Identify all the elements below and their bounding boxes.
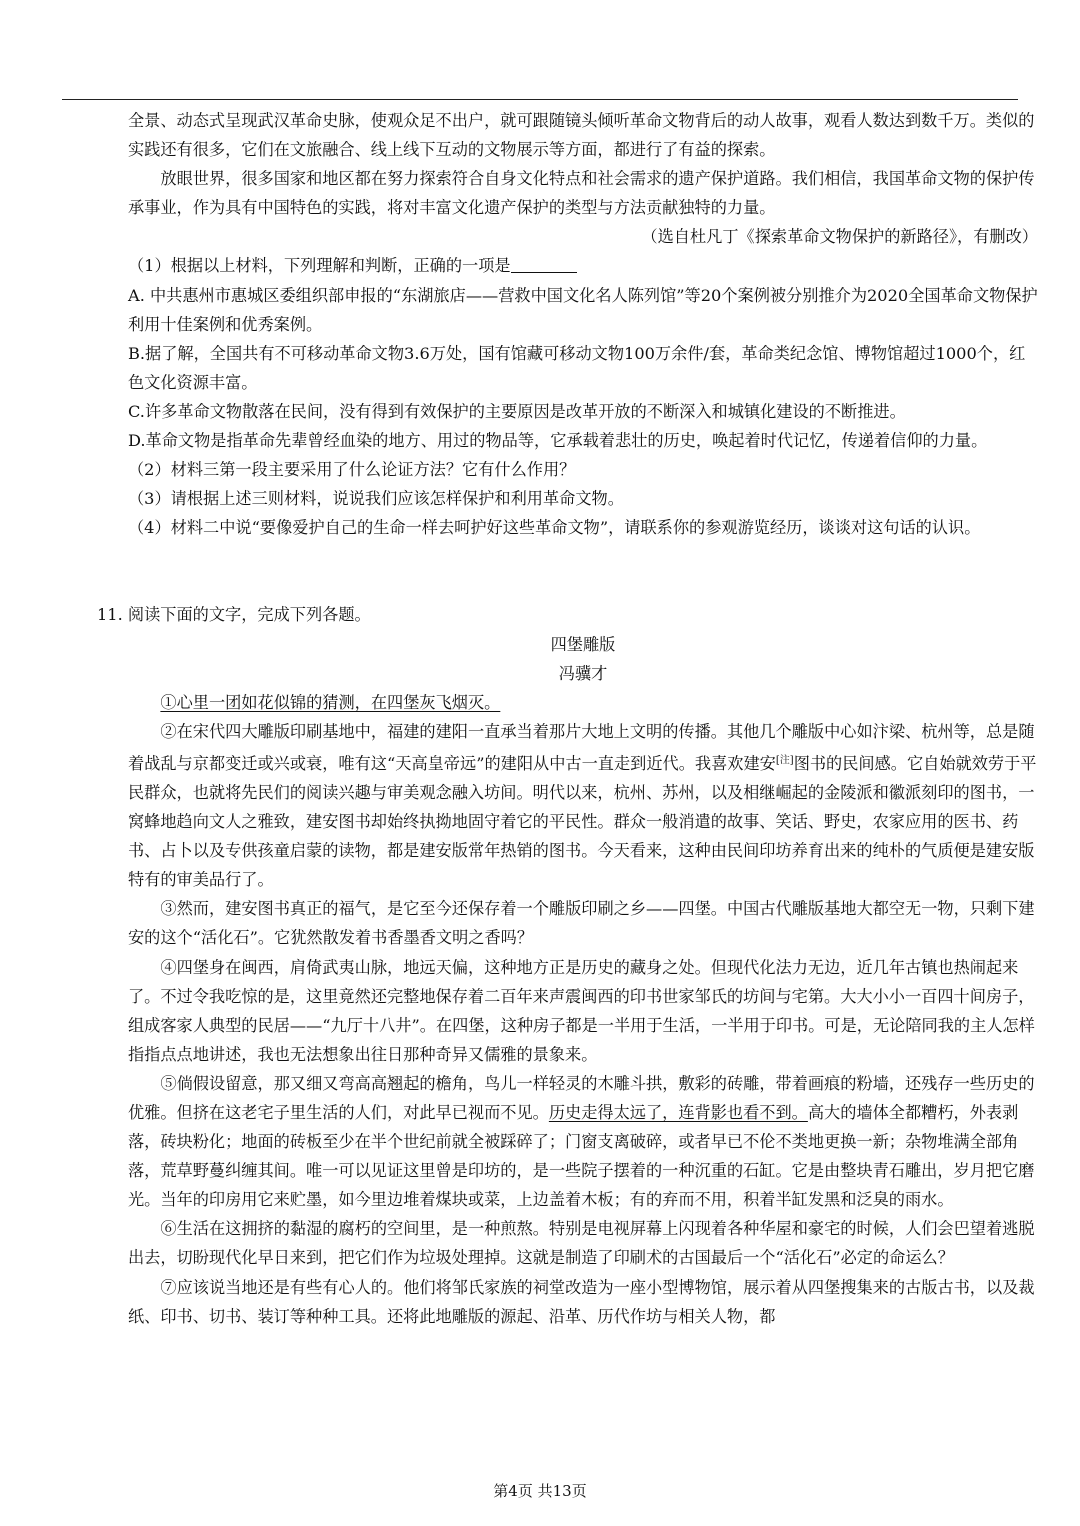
option-a: A. 中共惠州市惠城区委组织部申报的“东湖旅店——营救中国文化名人陈列馆”等20个案例被分别推介为2020全国革命文物保护利用十佳案例和优秀案例。	[128, 285, 1038, 334]
option-c: C.许多革命文物散落在民间，没有得到有效保护的主要原因是改革开放的不断深入和城镇化建设的不断推进。	[128, 401, 906, 421]
footnote-marker: [注]	[775, 754, 794, 766]
question-1-stem: （1）根据以上材料，下列理解和判断，正确的一项是	[128, 256, 511, 276]
article-title: 四堡雕版	[550, 634, 616, 654]
material-paragraph: 全景、动态式呈现武汉革命史脉，使观众足不出户，就可跟随镜头倾听革命文物背后的动人故事，观看人数达到数千万。类似的实践还有很多，它们在文旅融合、线上线下互动的文物展示等方面，都进行了有益的探索。	[128, 111, 1035, 160]
source-citation: （选自杜凡丁《探索革命文物保护的新路径》，有删改）	[641, 227, 1038, 247]
question-1	[128, 251, 1038, 280]
article-author: 冯骥才	[558, 663, 608, 683]
article-paragraph-5: ⑤倘假设留意，那又细又弯高高翘起的檐角，鸟儿一样轻灵的木雕斗拱，敷彩的砖雕，带着画痕的粉墙，还残存一些历史的优雅。但挤在这老宅子里生活的人们，对此早已视而不见。历史走得太远了，连背影也看不到。高大的墙体全都糟朽，外表剥落，砖块粉化；地面的砖板至少在半个世纪前就全被踩碎了；门窗支离破碎，或者早已不伦不类地更换一新；杂物堆满全部角落，荒草野蔓纠缠其间。唯一可以见证这里曾是印坊的，是一些院子摆着的一种沉重的石缸。它是由整块青石雕出，岁月把它磨光。当年的印房用它来贮墨，如今里边堆着煤块或菜，上边盖着木板；有的弃而不用，积着半缸发黑和泛臭的雨水。	[128, 1073, 1035, 1210]
article-paragraph-1	[128, 688, 1038, 717]
page-footer: 第4页 共13页	[493, 1482, 587, 1500]
article-paragraph-7: ⑦应该说当地还是有些有心人的。他们将邹氏家族的祠堂改造为一座小型博物馆，展示着从四堡搜集来的古版古书，以及裁纸、印书、切书、装订等种种工具。还将此地雕版的源起、沿革、历代作坊与相关人物，都	[128, 1277, 1035, 1326]
header-rule	[62, 99, 1018, 100]
question-2: （2）材料三第一段主要采用了什么论证方法？它有什么作用？	[128, 460, 576, 480]
page-content	[97, 106, 1038, 1331]
question-3: （3）请根据上述三则材料，说说我们应该怎样保护和利用革命文物。	[128, 489, 624, 509]
underlined-sentence: 历史走得太远了，连背影也看不到。	[548, 1103, 808, 1122]
section-gap	[128, 542, 1038, 600]
option-b: B.据了解，全国共有不可移动革命文物3.6万处，国有馆藏可移动文物100万余件/套，革命类纪念馆、博物馆超过1000个，红色文化资源丰富。	[128, 343, 1026, 392]
article-paragraph-4: ④四堡身在闽西，肩倚武夷山脉，地远天偏，这种地方正是历史的藏身之处。但现代化法力无边，近几年古镇也热闹起来了。不过令我吃惊的是，这里竟然还完整地保存着二百年来声震闽西的印书世家邹氏的坊间与宅第。大大小小一百四十间房子，组成客家人典型的民居——“九厅十八井”。在四堡，这种房子都是一半用于生活，一半用于印书。可是，无论陪同我的主人怎样指指点点地讲述，我也无法想象出往日那种奇异又儒雅的景象来。	[128, 957, 1035, 1064]
article-paragraph-6: ⑥生活在这拥挤的黏湿的腐朽的空间里，是一种煎熬。特别是电视屏幕上闪现着各种华屋和豪宅的时候，人们会巴望着逃脱出去，切盼现代化早日来到，把它们作为垃圾处理掉。这就是制造了印刷术的古国最后一个“活化石”必定的命运么？	[128, 1219, 1035, 1268]
underlined-sentence: ①心里一团如花似锦的猜测，在四堡灰飞烟灭。	[160, 692, 501, 712]
option-d: D.革命文物是指革命先辈曾经血染的地方、用过的物品等，它承载着悲壮的历史，唤起着时代记忆，传递着信仰的力量。	[128, 431, 988, 451]
article-paragraph-3: ③然而，建安图书真正的福气，是它至今还保存着一个雕版印刷之乡——四堡。中国古代雕版基地大都空无一物，只剩下建安的这个“活化石”。它犹然散发着书香墨香文明之香吗？	[128, 899, 1035, 948]
answer-blank	[511, 256, 577, 273]
article-paragraph-2: ②在宋代四大雕版印刷基地中，福建的建阳一直承当着那片大地上文明的传播。其他几个雕版中心如汴梁、杭州等，总是随着战乱与京都变迁或兴或衰，唯有这“天高皇帝远”的建阳从中古一直走到近代。我喜欢建安[注]图书的民间感。它自始就效劳于平民群众，也就将先民们的阅读兴趣与审美观念融入坊间。明代以来，杭州、苏州，以及相继崛起的金陵派和徽派刻印的图书，一窝蜂地趋向文人之雅致，建安图书却始终执拗地固守着它的平民性。群众一般消遣的故事、笑话、野史，农家应用的医书、药书、占卜以及专供孩童启蒙的读物，都是建安版常年热销的图书。今天看来，这种由民间印坊养育出来的纯朴的气质便是建安版特有的审美品行了。	[128, 721, 1037, 890]
question-instruction: 阅读下面的文字，完成下列各题。	[127, 605, 371, 625]
material-paragraph: 放眼世界，很多国家和地区都在努力探索符合自身文化特点和社会需求的遗产保护道路。我们相信，我国革命文物的保护传承事业，作为具有中国特色的实践，将对丰富文化遗产保护的类型与方法贡献独特的力量。	[128, 169, 1035, 218]
question-4: （4）材料二中说“要像爱护自己的生命一样去呵护好这些革命文物”，请联系你的参观游览经历，谈谈对这句话的认识。	[128, 518, 981, 538]
question-11-header	[97, 600, 1038, 629]
question-number: 11.	[97, 605, 123, 625]
